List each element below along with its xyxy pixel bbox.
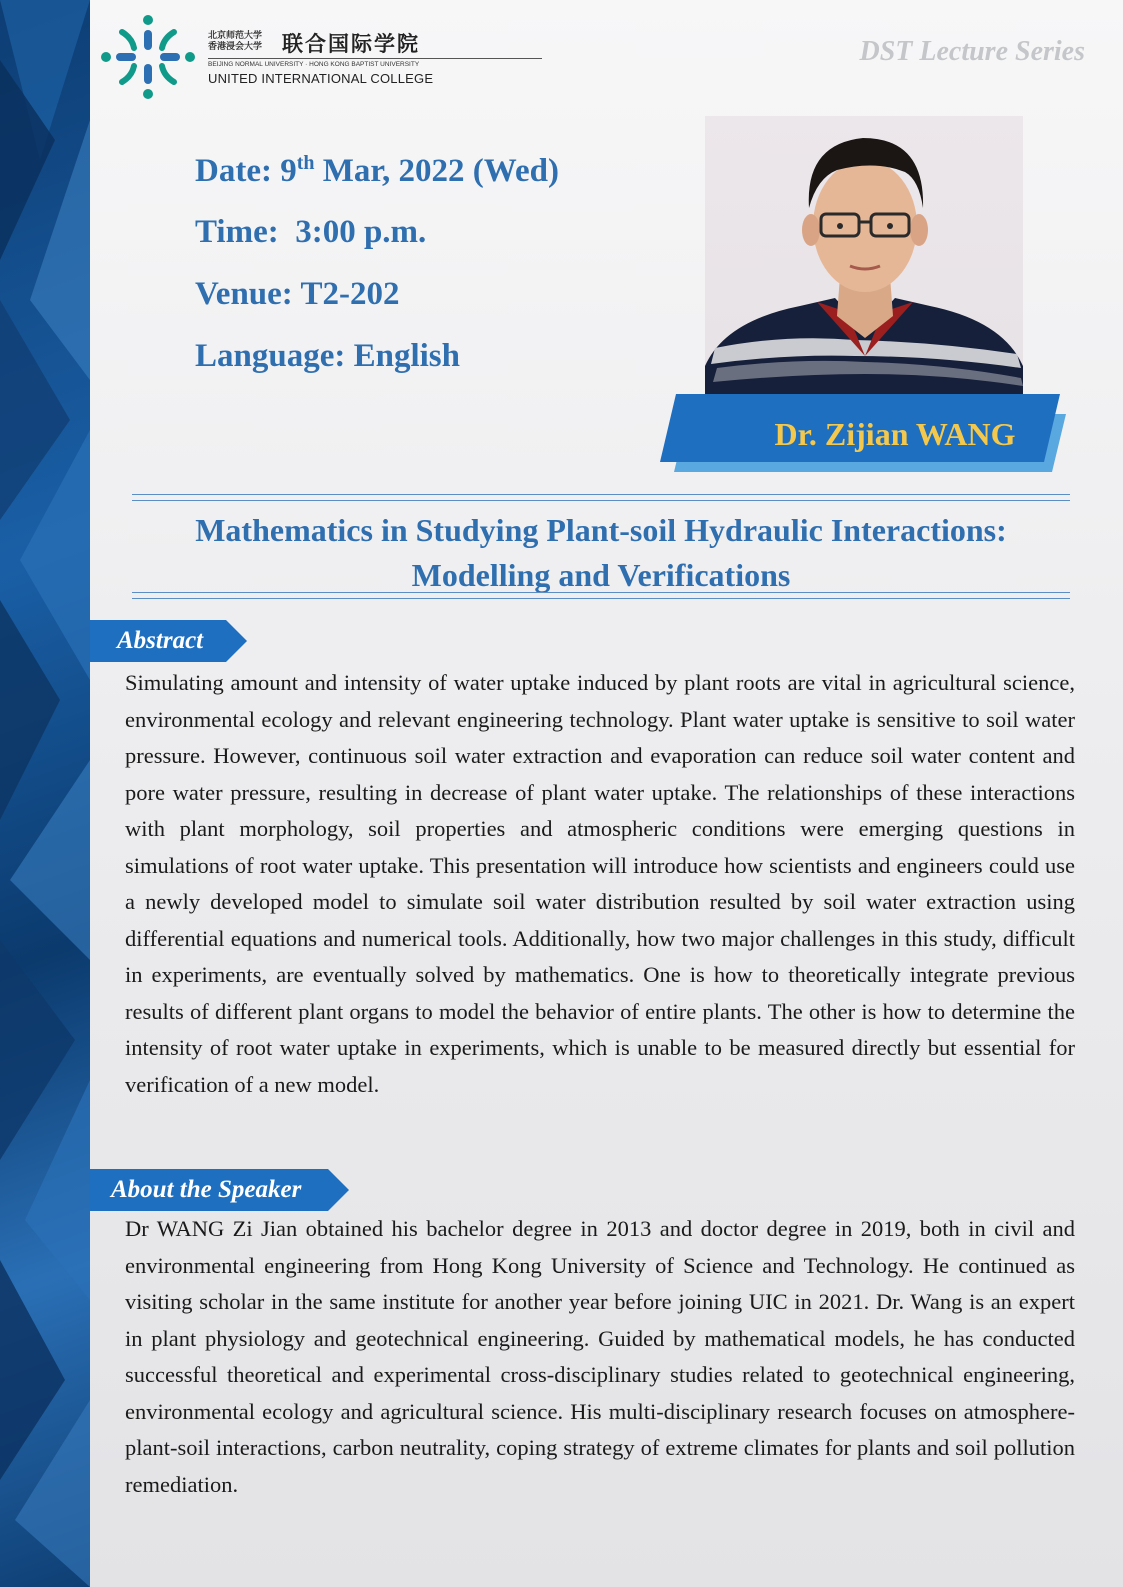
logo-partner-universities-cn: 北京师范大学 香港浸会大学 — [208, 31, 263, 52]
about-speaker-text: Dr WANG Zi Jian obtained his bachelor degree in 2013 and doctor degree in 2019, both in civil and environmental engineering from Hong Kong University of Science and Technology. He continued as visiting scholar in the same institute for another year before joining UIC in 2021. Dr. Wang is an expert in plant physiology and geotechnical engineering. Guided by mathematical models, he has conducted successful theoretical and experimental cross-disciplinary studies related to geotechnical engineering, environmental ecology and agricultural science. His multi-disciplinary research focuses on atmosphere-plant-soil interactions, carbon neutrality, coping strategy of extreme climates for plants and soil pollution remediation. — [125, 1216, 1075, 1497]
event-time: Time: 3:00 p.m. — [195, 214, 427, 250]
title-top-rule — [132, 494, 1070, 501]
logo-partner-universities-en: BEIJING NORMAL UNIVERSITY · HONG KONG BAPTIST UNIVERSITY — [208, 61, 420, 68]
logo-college-name-cn: 联合国际学院 — [282, 32, 420, 56]
speaker-name: Dr. Zijian WANG — [774, 416, 1016, 452]
about-speaker-heading: About the Speaker — [111, 1176, 302, 1203]
speaker-name-banner — [660, 394, 1068, 480]
event-date: Date: 9th Mar, 2022 (Wed) — [195, 152, 559, 189]
uic-logo-mark-icon — [100, 14, 196, 100]
abstract-heading: Abstract — [117, 627, 204, 654]
logo-divider — [208, 58, 542, 59]
event-venue: Venue: T2-202 — [195, 276, 400, 312]
uic-logo — [100, 14, 460, 100]
abstract-text: Simulating amount and intensity of water uptake induced by plant roots are vital in agricultural science, environmental ecology and relevant engineering technology. Plant water uptake is sensitive to soil water pressure. However, continuous soil water extraction and evaporation can reduce soil water content and pore water pressure, resulting in decrease of plant water uptake. The relationships of these interactions with plant morphology, soil properties and atmospheric conditions were emerging questions in simulations of root water uptake. This presentation will introduce how scientists and engineers could use a newly developed model to simulate soil water distribution resulted by soil water extraction using differential equations and numerical tools. Additionally, how two major challenges in this study, difficult in experiments, are eventually solved by mathematics. One is how to theoretically integrate previous results of different plant organs to model the behavior of entire plants. The other is how to determine the intensity of root water uptake in experiments, which is unable to be measured directly but essential for verification of a new model. — [125, 670, 1075, 1097]
event-language: Language: English — [195, 338, 461, 374]
side-decoration — [0, 0, 90, 1587]
talk-title: Mathematics in Studying Plant-soil Hydraulic Interactions: Modelling and Verifications — [195, 512, 1007, 593]
logo-college-name-en: UNITED INTERNATIONAL COLLEGE — [208, 71, 434, 86]
speaker-photo — [705, 116, 1023, 394]
title-bottom-rule — [132, 592, 1070, 599]
lecture-series-title: DST Lecture Series — [859, 36, 1085, 67]
